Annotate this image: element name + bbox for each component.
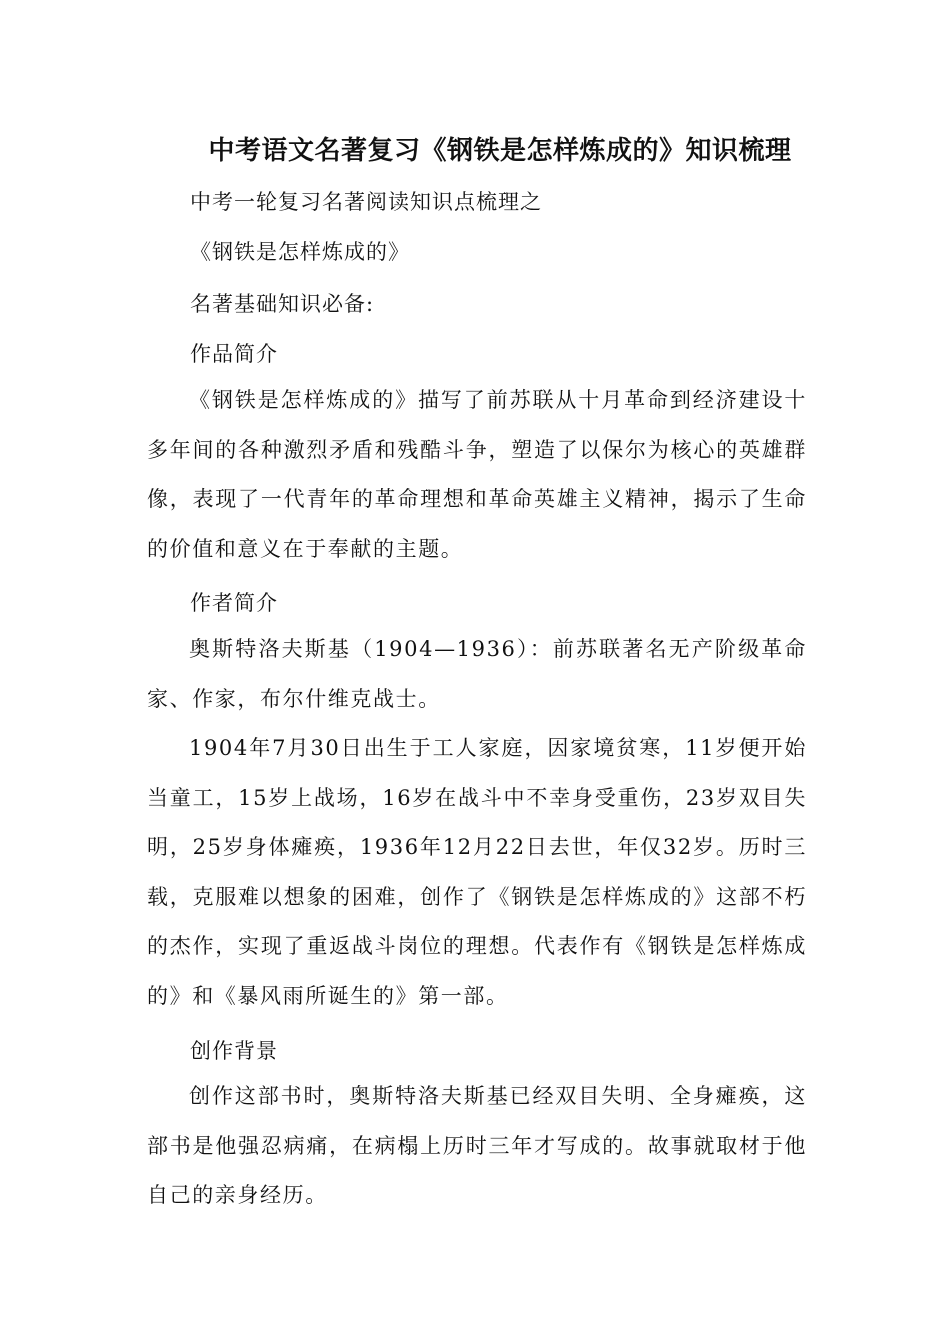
document-title: 中考语文名著复习《钢铁是怎样炼成的》知识梳理 (208, 136, 792, 166)
background-paragraph: 创作这部书时，奥斯特洛夫斯基已经双目失明、全身瘫痪，这部书是他强忍病痛，在病榻上历时三年才写成的。故事就取材于他自己的亲身经历。 (147, 1084, 807, 1207)
author-intro-paragraph-2: 1904年7月30日出生于工人家庭，因家境贫寒，11岁便开始当童工，15岁上战场，16岁在战斗中不幸身受重伤，23岁双目失明，25岁身体瘫痪，1936年12月22日去世，年仅32岁。历时三载，克服难以想象的困难，创作了《钢铁是怎样炼成的》这部不朽的杰作，实现了重返战斗岗位的理想。代表作有《钢铁是怎样炼成的》和《暴风雨所诞生的》第一部。 (147, 736, 807, 1008)
section-heading-background: 创作背景 (190, 1039, 278, 1063)
section-heading-work-intro: 作品简介 (190, 342, 278, 366)
subtitle: 中考一轮复习名著阅读知识点梳理之 (190, 190, 542, 214)
book-title: 《钢铁是怎样炼成的》 (190, 240, 410, 264)
section-heading-author-intro: 作者简介 (190, 591, 278, 615)
work-intro-paragraph: 《钢铁是怎样炼成的》描写了前苏联从十月革命到经济建设十多年间的各种激烈矛盾和残酷斗争，塑造了以保尔为核心的英雄群像，表现了一代青年的革命理想和革命英雄主义精神，揭示了生命的价值和意义在于奉献的主题。 (147, 388, 807, 561)
basics-heading: 名著基础知识必备: (190, 292, 375, 316)
author-intro-paragraph-1: 奥斯特洛夫斯基（1904—1936）：前苏联著名无产阶级革命家、作家，布尔什维克战士。 (147, 637, 807, 711)
